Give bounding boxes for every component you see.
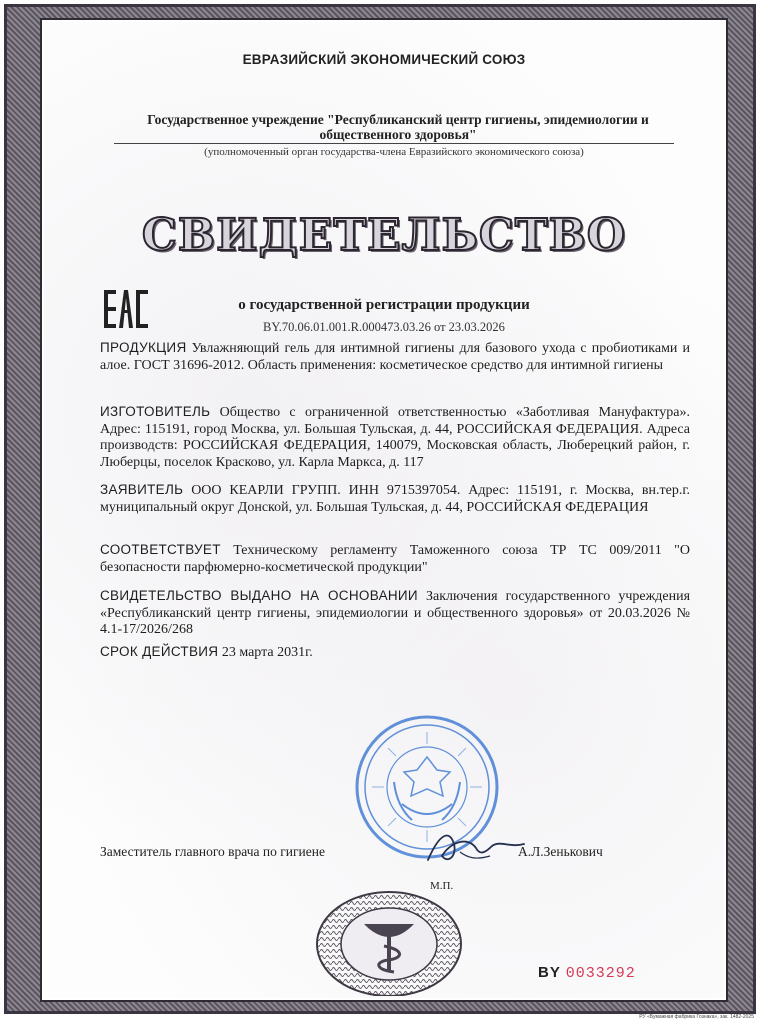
institution-name: Государственное учреждение "Республиканский центр гигиены, эпидемиологии и общественного здоровья": [147, 112, 649, 142]
basis-section: [100, 588, 690, 639]
registration-number: BY.70.06.01.001.R.000473.03.26 от 23.03.2026: [263, 320, 505, 334]
conformity-text: Техническому регламенту Таможенного союза ТР ТС 009/2011 "О безопасности парфюмерно-косметической продукции": [100, 543, 690, 575]
manufacturer-label: ИЗГОТОВИТЕЛЬ: [100, 404, 211, 419]
serial-prefix: BY: [538, 964, 561, 981]
serial-digits: 0033292: [565, 965, 636, 982]
validity-section: [100, 644, 690, 662]
institution-underline: [114, 143, 674, 144]
seal-place-mark: М.П.: [430, 880, 454, 892]
product-section: [100, 340, 690, 374]
applicant-label: ЗАЯВИТЕЛЬ: [100, 482, 184, 497]
signatory-role: Заместитель главного врача по гигиене: [100, 844, 325, 859]
manufacturer-text: Общество с ограниченной ответственностью «Заботливая Мануфактура». Адрес: 115191, город Москва, ул. Большая Тульская, д. 44, РОССИЙСКАЯ ФЕДЕРАЦИЯ. Адреса производств: РОССИЙСКАЯ ФЕДЕРАЦИЯ, 140079, Московская область, Люберецкий район, г. Люберцы, поселок Красково, ул. Карла Маркса, д. 117: [100, 405, 690, 470]
manufacturer-section: [100, 404, 690, 471]
validity-label: СРОК ДЕЙСТВИЯ: [100, 644, 219, 659]
certificate-paper: [44, 22, 724, 998]
signatory-name: А.Л.Зенькович: [518, 844, 603, 859]
conformity-label: СООТВЕТСТВУЕТ: [100, 542, 221, 557]
handwritten-signature-icon: [420, 822, 530, 872]
applicant-section: [100, 482, 690, 516]
basis-text: Заключения государственного учреждения «Республиканский центр гигиены, эпидемиологии и общественного здоровья» от 20.03.2026 № 4.1-17/2026/268: [100, 589, 691, 637]
applicant-text: ООО КЕАРЛИ ГРУПП. ИНН 9715397054. Адрес: 115191, г. Москва, вн.тер.г. муниципальный округ Донской, ул. Большая Тульская, д. 44, РОССИЙСКАЯ ФЕДЕРАЦИЯ: [100, 483, 690, 515]
printer-imprint: РУ «Бумажная фабрика Гознака», зак. 1482-2025: [639, 1014, 754, 1020]
hologram-emblem-icon: [314, 888, 464, 996]
certificate-title: СВИДЕТЕЛЬСТВО: [141, 210, 627, 261]
authority-note: (уполномоченный орган государства-члена Евразийского экономического союза): [204, 146, 584, 158]
serial-number: [538, 964, 636, 982]
basis-label: СВИДЕТЕЛЬСТВО ВЫДАНО НА ОСНОВАНИИ: [100, 588, 418, 603]
product-text: Увлажняющий гель для интимной гигиены для базового ухода с пробиотиками и алое. ГОСТ 31696-2012. Область применения: косметическое средство для интимной гигиены: [100, 341, 690, 373]
conformity-section: [100, 542, 690, 576]
certificate-subtitle: о государственной регистрации продукции: [238, 297, 530, 313]
product-label: ПРОДУКЦИЯ: [100, 340, 187, 355]
validity-text: 23 марта 2031г.: [221, 645, 313, 660]
union-heading: ЕВРАЗИЙСКИЙ ЭКОНОМИЧЕСКИЙ СОЮЗ: [242, 52, 526, 67]
